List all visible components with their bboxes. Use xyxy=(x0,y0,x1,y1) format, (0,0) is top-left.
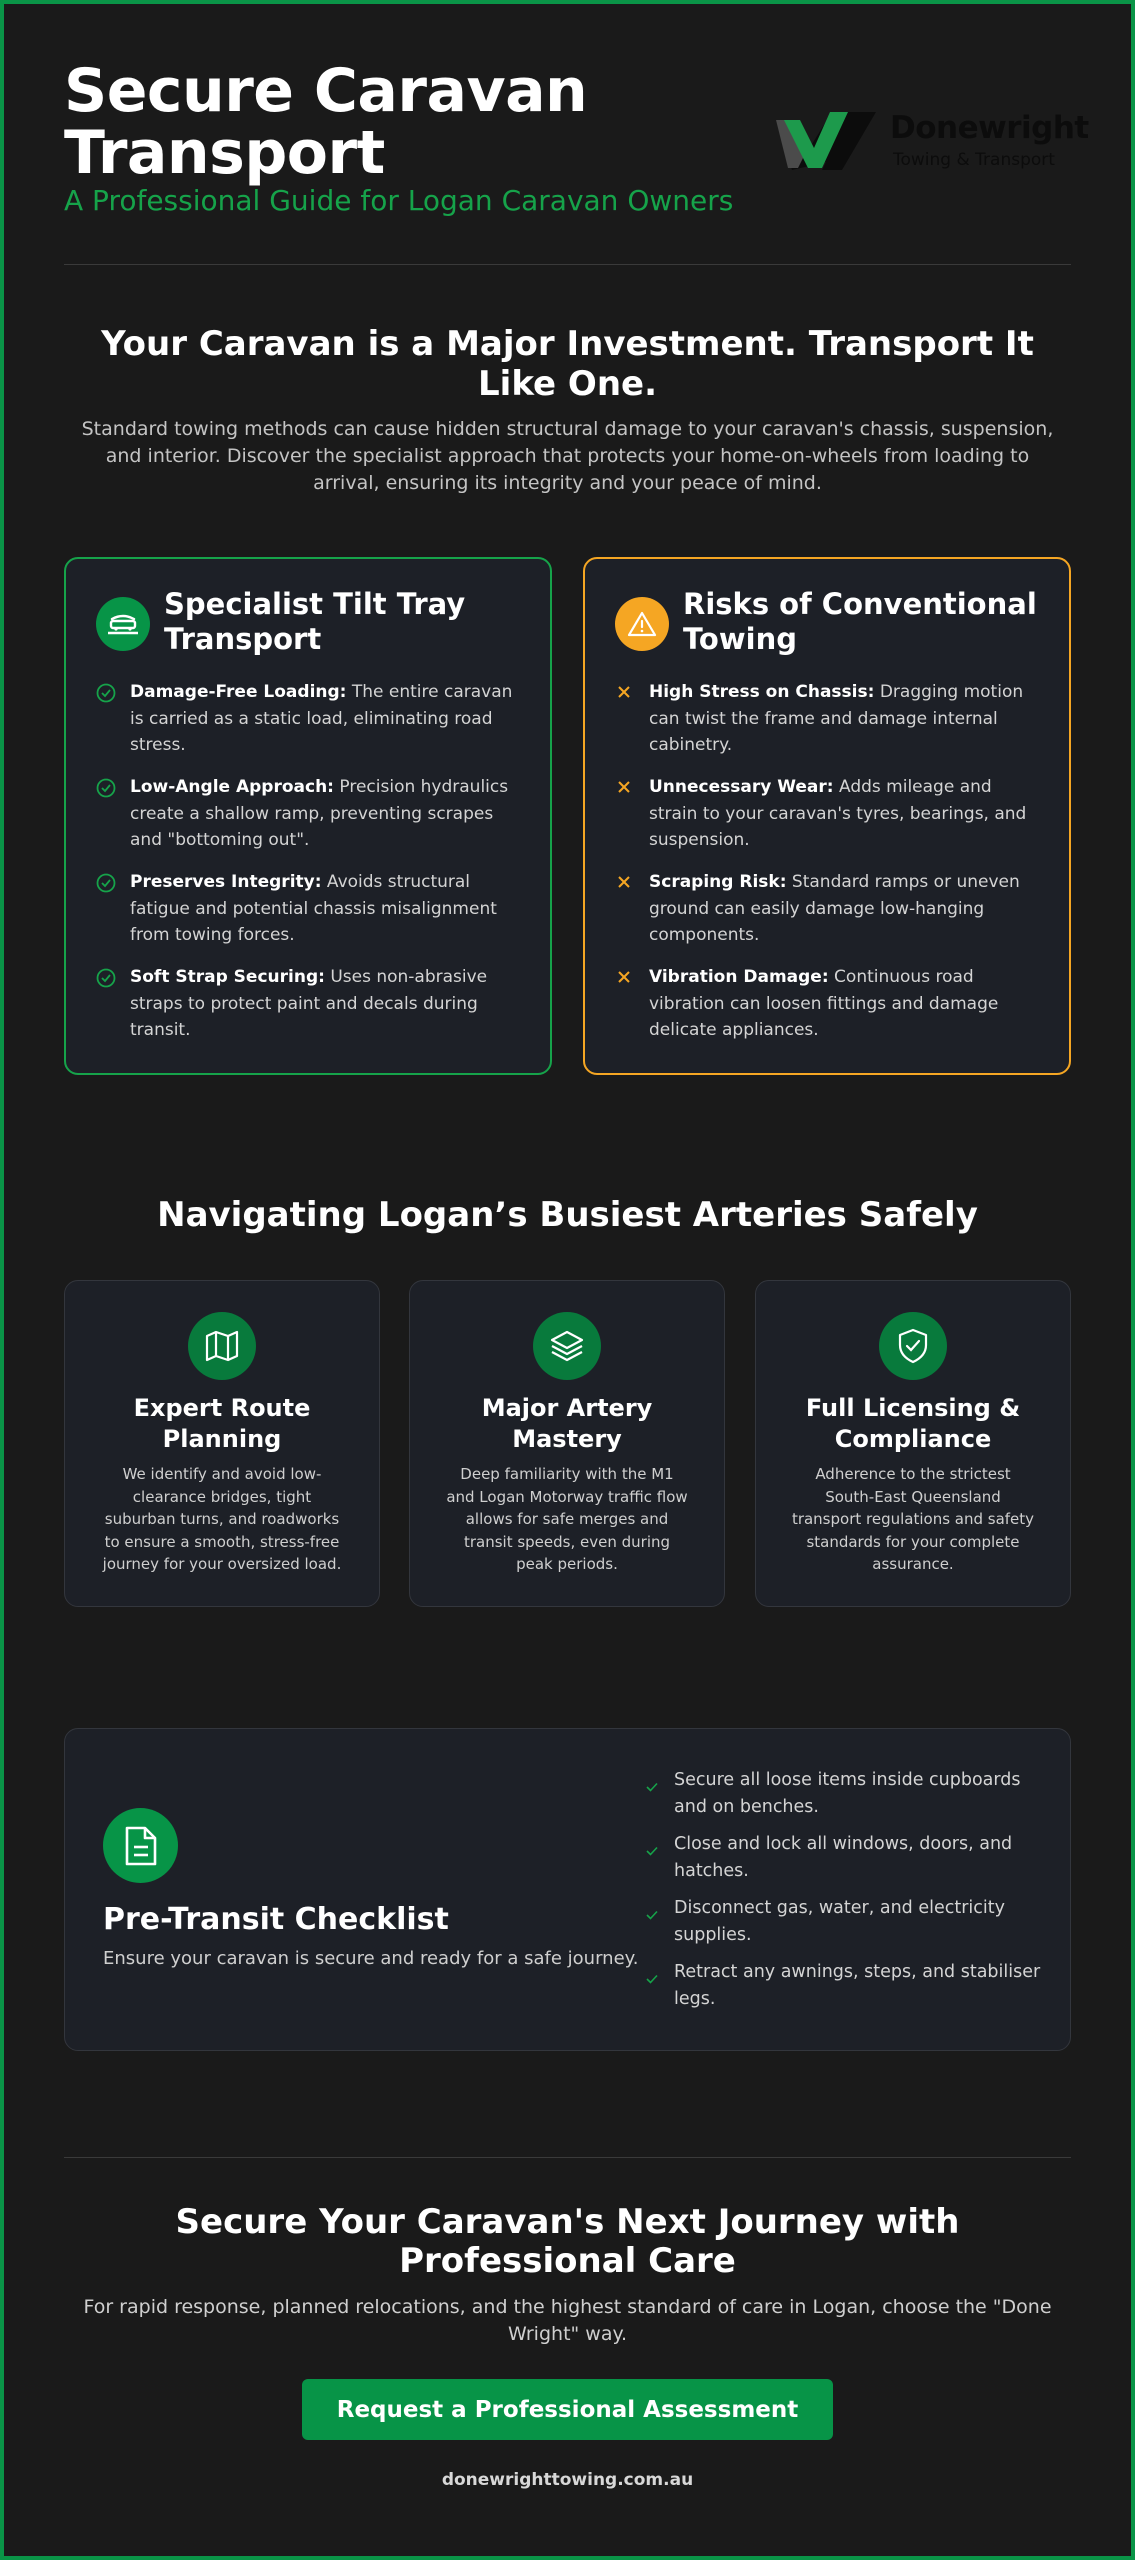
list-item: Vibration Damage: Continuous road vibration can loosen fittings and damage delicate appliances. xyxy=(615,964,1045,1059)
list-item: Unnecessary Wear: Adds mileage and strain to your caravan's tyres, bearings, and suspension. xyxy=(615,774,1045,869)
feature-card xyxy=(409,1280,725,1607)
risks-list xyxy=(615,679,1045,1059)
logo-tagline: Towing & Transport xyxy=(893,150,1055,170)
list-item: Soft Strap Securing: Uses non-abrasive straps to protect paint and decals during transit. xyxy=(96,964,526,1059)
feature-text: Deep familiarity with the M1 and Logan Motorway traffic flow allows for safe merges and transit speeds, even during peak periods. xyxy=(446,1465,688,1573)
cta-text: For rapid response, planned relocations, and the highest standard of care in Logan, choose the "Done Wright" way. xyxy=(83,2296,1052,2345)
cross-icon xyxy=(615,778,635,869)
document-icon xyxy=(103,1808,178,1883)
checklist-item: Close and lock all windows, doors, and hatches. xyxy=(646,1831,1046,1895)
page-title: Secure Caravan Transport xyxy=(64,56,588,188)
feature-title: Expert Route Planning xyxy=(133,1394,311,1453)
checklist-item: Secure all loose items inside cupboards and on benches. xyxy=(646,1767,1046,1831)
cross-icon xyxy=(615,968,635,1059)
list-item: Low-Angle Approach: Precision hydraulics create a shallow ramp, preventing scrapes and "bottoming out". xyxy=(96,774,526,869)
check-icon xyxy=(646,1841,658,1895)
logo-name: Donewright xyxy=(890,110,1089,146)
checklist-item: Disconnect gas, water, and electricity supplies. xyxy=(646,1895,1046,1959)
check-icon xyxy=(646,1969,658,2023)
check-circle-icon xyxy=(96,873,116,964)
checklist-subtitle: Ensure your caravan is secure and ready for a safe journey. xyxy=(103,1948,639,1969)
website-link[interactable]: donewrighttowing.com.au xyxy=(441,2470,694,2490)
intro-text: Standard towing methods can cause hidden structural damage to your caravan's chassis, suspension, and interior. Discover the specialist approach that protects your home-on-wheels from loading to arrival, ensuring its integrity and your peace of mind. xyxy=(81,418,1054,494)
specialist-list xyxy=(96,679,526,1059)
check-circle-icon xyxy=(96,968,116,1059)
logo-icon xyxy=(772,110,884,172)
arteries-title: Navigating Logan’s Busiest Arteries Safely xyxy=(157,1195,978,1235)
check-circle-icon xyxy=(96,683,116,774)
checklist-items xyxy=(646,1767,1046,2023)
cross-icon xyxy=(615,683,635,774)
feature-text: We identify and avoid low-clearance bridges, tight suburban turns, and roadworks to ensure a smooth, stress-free journey for your oversized load. xyxy=(102,1465,342,1573)
feature-card xyxy=(755,1280,1071,1607)
feature-card xyxy=(64,1280,380,1607)
checklist-title: Pre-Transit Checklist xyxy=(103,1902,449,1937)
divider xyxy=(64,264,1071,265)
divider xyxy=(64,2157,1071,2158)
request-assessment-button[interactable]: Request a Professional Assessment xyxy=(302,2379,833,2440)
list-item: Scraping Risk: Standard ramps or uneven ground can easily damage low-hanging components. xyxy=(615,869,1045,964)
list-item: Damage-Free Loading: The entire caravan is carried as a static load, eliminating road stress. xyxy=(96,679,526,774)
map-icon xyxy=(188,1312,256,1380)
intro-title: Your Caravan is a Major Investment. Transport It Like One. xyxy=(101,324,1034,404)
shield-check-icon xyxy=(879,1312,947,1380)
checklist-item: Retract any awnings, steps, and stabiliser legs. xyxy=(646,1959,1046,2023)
cta-title: Secure Your Caravan's Next Journey with Professional Care xyxy=(175,2202,960,2281)
tilt-tray-icon xyxy=(96,597,150,651)
specialist-title: Specialist Tilt Tray Transport xyxy=(164,587,466,656)
warning-icon xyxy=(615,597,669,651)
feature-text: Adherence to the strictest South-East Queensland transport regulations and safety standards for your complete assurance. xyxy=(791,1465,1035,1573)
feature-title: Full Licensing & Compliance xyxy=(805,1394,1021,1453)
list-item: High Stress on Chassis: Dragging motion can twist the frame and damage internal cabinetry. xyxy=(615,679,1045,774)
specialist-card xyxy=(64,557,552,1075)
feature-title: Major Artery Mastery xyxy=(481,1394,653,1453)
page-subtitle: A Professional Guide for Logan Caravan Owners xyxy=(64,184,734,217)
check-circle-icon xyxy=(96,778,116,869)
check-icon xyxy=(646,1905,658,1959)
check-icon xyxy=(646,1777,658,1831)
cross-icon xyxy=(615,873,635,964)
risks-card xyxy=(583,557,1071,1075)
list-item: Preserves Integrity: Avoids structural fatigue and potential chassis misalignment from towing forces. xyxy=(96,869,526,964)
risks-title: Risks of Conventional Towing xyxy=(683,587,1037,656)
layers-icon xyxy=(533,1312,601,1380)
